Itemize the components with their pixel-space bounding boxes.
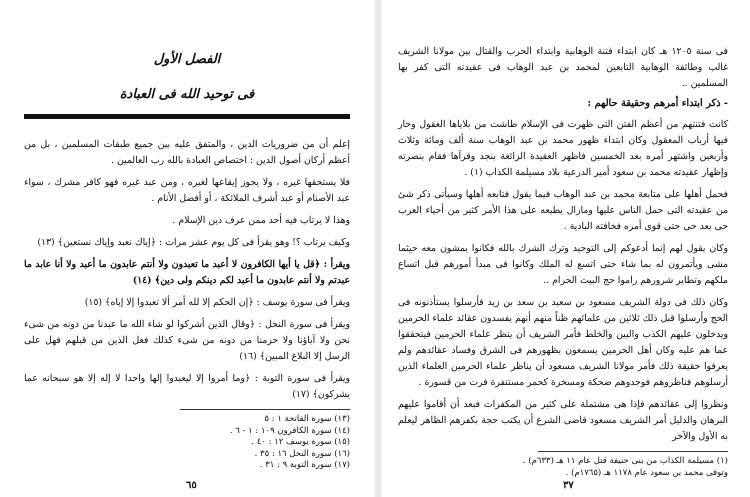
page-number-right: ٣٧ bbox=[563, 480, 574, 491]
paragraph: فلا يستحقها غيره ، ولا يجوز إيقاعها لغيره ، ومن عبد غيره فهو كافر مشرك ، سواء عبد الأصنام أو عبد أشرف الملائكة ، أو أفضل الأنام . bbox=[24, 177, 350, 204]
paragraph: وكان ذلك فى دولة الشريف مسعود بن سعيد بن سعد بن زيد فأرسلوا يستأذنونه فى الحج وأرسلوا قبل ذلك ثلاثين من علمائهم ظناً منهم أنهم يفسدون عقائد علماء الحرمين ويدخلون عليهم الكذب والبين والخلط فأمر الشريف أن ينظر علماء الحرمين فيتحققوا عما هم عليه وكان أهل الحرمين يسمعون بظهورهم فى الشرق وفساد عقائدهم ولم يعرفوا حقيقة ذلك فأمر مولانا الشريف مسعود أن يناظر علماء الحرمين العلماء الذين أرسلوهم فناظروهم فوجدوهم ضحكة ومسخرة كحمر مستنفرة فرت من قسورة . bbox=[398, 297, 728, 388]
paragraph: فحمل أهلها على متابعة محمد بن عبد الوهاب فيما يقول فتابعه أهلها وسيأتى ذكر شئ من عقيدته التى حمل الناس عليها ومازال يطيعه على هذا الأمر كثير من أحياء العرب حى بعد حى حتى قوى أمره فخافته البادية . bbox=[398, 189, 728, 232]
quran-verse: ويقرأ : ﴿قل يا أيها الكافرون لا أعبد ما تعبدون ولا أنتم عابدون ما أعبد ولا أنا عابد ما عبدتم ولا أنتم عابدون ما أعبد لكم دينكم ولى دين﴾ (١٤) bbox=[24, 259, 350, 286]
paragraph: وكان يقول لهم إنما أدعوكم إلى التوحيد وترك الشرك بالله فكانوا يمشون معه حيثما مشى ويأتمرون له بما شاء حتى اتسع له الملك وكانوا فى مبدأ أمورهم قبل اتساع ملكهم وتطاير شرورهم راموا حج البيت الحرام .. bbox=[398, 243, 728, 286]
paragraph: ونظروا إلى عقائدهم فإذا هى مشتملة على كثير من المكفرات فبعد أن أقاموا عليهم البرهان والدليل أمر الشريف مسعود قاضى الشرع أن يكتب حجة بكفرهم الظاهر ليعلم به الأول والآخر bbox=[398, 399, 728, 442]
footnotes bbox=[522, 451, 728, 479]
footnote: وتوفى محمد بن سعود عام ١١٧٨ هـ (١٧٦٥م) . bbox=[565, 467, 728, 478]
footnote: (١٦) سورة النحل ١٦ : ٣٥ . bbox=[254, 448, 350, 459]
paragraph: إعلم أن من ضروريات الدين ، والمتفق عليه بين جميع طبقات المسلمين ، بل من أعظم أركان أصول الدين : اختصاص العبادة بالله رب العالمين . bbox=[24, 139, 350, 166]
paragraph: وهذا لا يرتاب فيه أحد ممن عرف دين الإسلام . bbox=[172, 215, 350, 226]
section-heading: - ذكر ابتداء أمرهم وحقيقة حالهم : bbox=[587, 98, 728, 109]
paragraph: فى سنة ١٢٠٥ هـ كان ابتداء فتنة الوهابية وابتداء الحرب والقتال بين مولانا الشريف غالب وطائفة الوهابية التابعين لمحمد بن عبد الوهاب فى عقيدته التى كفر بها المسلمين .. bbox=[398, 46, 728, 89]
paragraph: كانت فتنتهم من أعظم الفتن التى ظهرت فى الإسلام طاشت من بلاياها العقول وحار فيها أرباب المعقول وكان ابتداء ظهور محمد بن عبد الوهاب سنة ألف ومائة وثلاث وأربعين واشتهر أمره بعد الخمسين فاظهر العقيدة الزائغة بنجد وقرآها فقام بنصرته وإظهار عقيدته محمد بن سعود أمير الدرعية بلاد مسيلمة الكذاب (١) . bbox=[398, 119, 728, 178]
chapter-title: الفصل الأول bbox=[153, 52, 221, 67]
paragraph: ويقرأ فى سورة التوبة : ﴿وما أمروا إلا ليعبدوا إلها واحدا لا إله إلا هو سبحانه عما يشركون﴾ (١٧) bbox=[24, 373, 350, 400]
footnote: (١) مسيلمة الكذاب من بنى حنيفة قتل عام ١١ هـ (٦٣٣م) . bbox=[522, 456, 728, 466]
footnote: (١٥) سورة يوسف ١٢ : ٤٠ . bbox=[251, 437, 350, 447]
paragraph: وكيف يرتاب ؟! وهو يقرأ فى كل يوم عشر مرات : ﴿إياك نعبد وإياك نستعين﴾ (١٣) bbox=[37, 237, 350, 248]
page-number-left: ٦٥ bbox=[186, 480, 197, 491]
paragraph: ويقرأ فى سورة النحل : ﴿وقال الذين أشركوا لو شاء الله ما عبدنا من دونه من شىء نحن ولا آباؤنا ولا حرمنا من دونه من شىء كذلك فعل الذين من قبلهم فهل على الرسل إلا البلاغ المبين﴾ (١٦) bbox=[24, 319, 350, 362]
book-gutter bbox=[374, 0, 382, 497]
paragraph: ويقرأ فى سورة يوسف : ﴿إن الحكم إلا لله أمر ألا تعبدوا إلا إياه﴾ (١٥) bbox=[84, 297, 350, 308]
footnote: (١٣) سورة الفاتحة ١ : ٥ bbox=[264, 414, 350, 424]
left-page bbox=[0, 0, 372, 497]
footnote: (١٧) سورة التوبة ٩ : ٣١ . bbox=[259, 460, 350, 470]
footnote: (١٤) سورة الكافرون ١٠٩ : ١ - ٦ . bbox=[229, 425, 350, 436]
right-page bbox=[384, 0, 750, 497]
footnotes bbox=[180, 409, 350, 472]
chapter-subtitle: فى توحيد الله فى العبادة bbox=[119, 87, 255, 102]
chapter-divider bbox=[24, 114, 350, 119]
